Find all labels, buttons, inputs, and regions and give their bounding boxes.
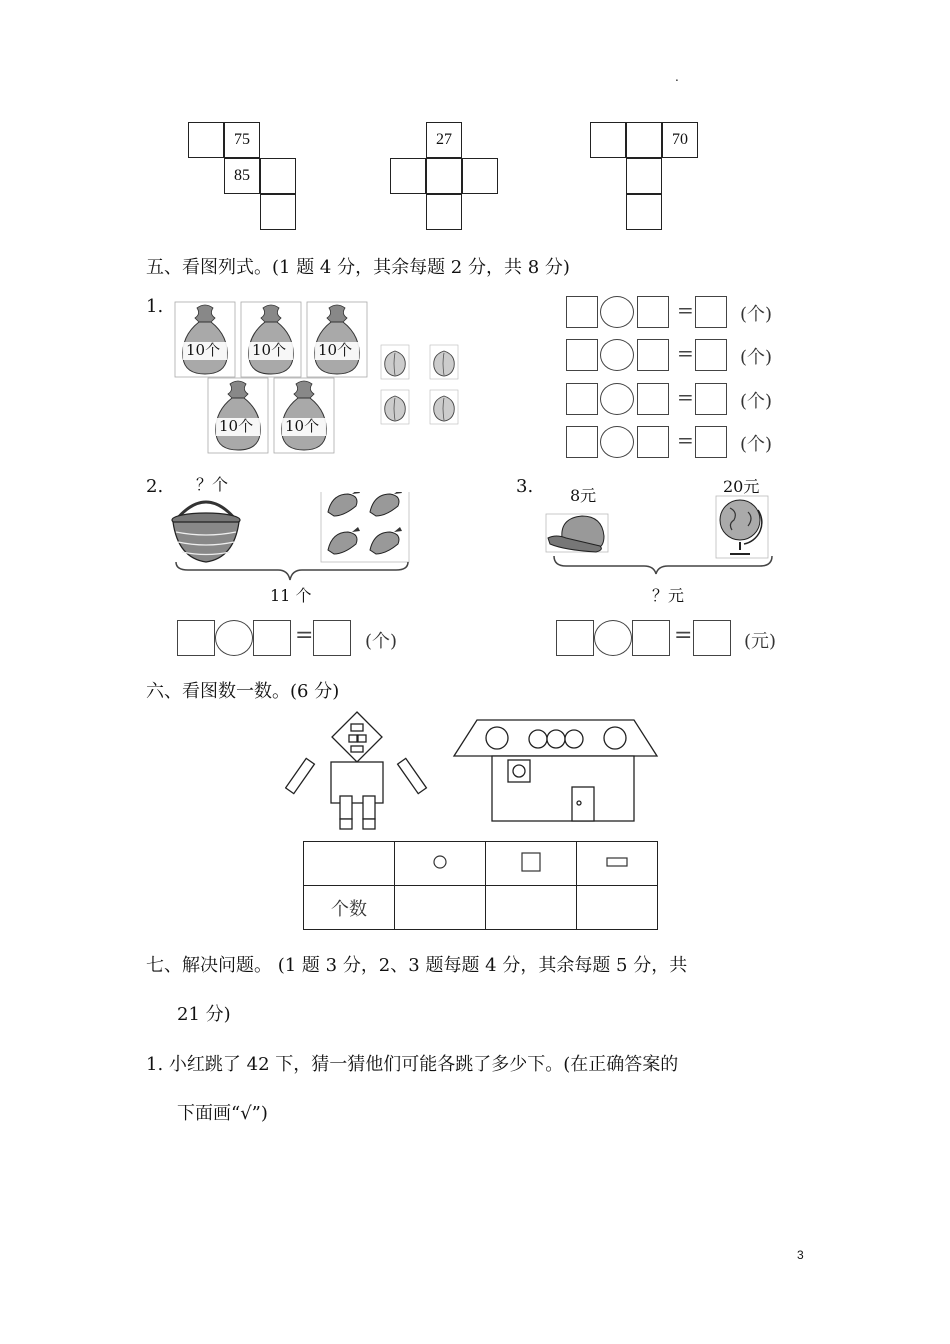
unit-label: (个)	[740, 434, 773, 455]
cap-globe-illustration	[544, 494, 776, 576]
question-number: 3.	[516, 476, 534, 497]
equals-sign: =	[674, 623, 693, 648]
bag-label: 10个	[318, 341, 353, 359]
net-cell	[626, 122, 662, 158]
equals-sign: =	[677, 428, 694, 452]
square-shape-icon	[520, 851, 542, 873]
net-cell-value: 70	[662, 122, 698, 158]
answer-box[interactable]	[566, 426, 598, 458]
peach-icon	[430, 345, 458, 379]
answer-box[interactable]	[695, 383, 727, 415]
answer-box[interactable]	[556, 620, 594, 656]
answer-box[interactable]	[695, 426, 727, 458]
answer-box[interactable]	[637, 296, 669, 328]
problem-1-text-cont: 下面画“√”)	[177, 1103, 268, 1124]
net-cell	[426, 158, 462, 194]
unit-label: (个)	[365, 631, 398, 652]
answer-box[interactable]	[637, 339, 669, 371]
brace	[554, 556, 772, 574]
globe-icon	[716, 496, 768, 558]
equals-sign: =	[677, 385, 694, 409]
question-number: 1.	[146, 296, 164, 317]
answer-box[interactable]	[693, 620, 731, 656]
net-cell	[590, 122, 626, 158]
peach-icon	[381, 390, 409, 424]
answer-box[interactable]	[566, 339, 598, 371]
section-7-title-cont: 21 分)	[177, 1004, 231, 1025]
bag-label: 10个	[285, 417, 320, 435]
globe-price-label: 20元	[723, 477, 760, 496]
answer-box[interactable]	[566, 296, 598, 328]
answer-box[interactable]	[253, 620, 291, 656]
equals-sign: =	[295, 623, 314, 648]
basket-question-label: ？个	[196, 475, 229, 494]
net-cell	[390, 158, 426, 194]
answer-box[interactable]	[632, 620, 670, 656]
answer-box[interactable]	[637, 383, 669, 415]
operator-circle[interactable]	[600, 339, 634, 371]
equals-sign: =	[677, 341, 694, 365]
count-answer-cell[interactable]	[395, 886, 486, 930]
total-label: ？元	[652, 586, 685, 605]
square-header	[486, 842, 577, 886]
net-cell-value: 85	[224, 158, 260, 194]
shapes-figure	[285, 710, 665, 835]
rectangle-shape-icon	[605, 855, 629, 869]
answer-box[interactable]	[177, 620, 215, 656]
bag-label: 10个	[186, 341, 221, 359]
net-cell	[626, 158, 662, 194]
net-cell	[260, 158, 296, 194]
operator-circle[interactable]	[600, 296, 634, 328]
answer-box[interactable]	[566, 383, 598, 415]
unit-label: (个)	[740, 304, 773, 325]
section-5-title: 五、看图列式。(1 题 4 分，其余每题 2 分，共 8 分)	[146, 257, 570, 278]
net-cell	[626, 194, 662, 230]
page-number: 3	[797, 1248, 804, 1262]
cap-price-label: 8元	[570, 486, 597, 505]
header-mark: .	[675, 70, 679, 84]
unit-label: (个)	[740, 391, 773, 412]
equals-sign: =	[677, 298, 694, 322]
net-cell	[462, 158, 498, 194]
unit-label: (个)	[740, 347, 773, 368]
answer-box[interactable]	[637, 426, 669, 458]
rectangle-header	[577, 842, 658, 886]
bag-label: 10个	[252, 341, 287, 359]
bag-label: 10个	[219, 417, 254, 435]
robot-figure	[286, 712, 427, 829]
peach-icon	[381, 345, 409, 379]
section-7-title: 七、解决问题。 (1 题 3 分，2、3 题每题 4 分，其余每题 5 分，共	[146, 955, 688, 976]
net-cell-value: 27	[426, 122, 462, 158]
question-number: 2.	[146, 476, 164, 497]
bags-illustration	[170, 298, 470, 458]
net-cell-value: 75	[224, 122, 260, 158]
circle-shape-icon	[432, 854, 448, 870]
answer-box[interactable]	[695, 296, 727, 328]
peach-icon	[430, 390, 458, 424]
operator-circle[interactable]	[600, 426, 634, 458]
operator-circle[interactable]	[600, 383, 634, 415]
basket-icon	[172, 502, 240, 562]
total-label: 11 个	[270, 586, 312, 605]
section-6-title: 六、看图数一数。(6 分)	[146, 681, 340, 702]
count-answer-cell[interactable]	[486, 886, 577, 930]
table-corner-cell	[304, 842, 395, 886]
net-cell	[426, 194, 462, 230]
cap-icon	[546, 514, 608, 552]
answer-box[interactable]	[313, 620, 351, 656]
net-cell	[260, 194, 296, 230]
circle-header	[395, 842, 486, 886]
operator-circle[interactable]	[215, 620, 253, 656]
unit-label: (元)	[744, 631, 777, 652]
problem-1-text: 1. 小红跳了 42 下，猜一猜他们可能各跳了多少下。(在正确答案的	[146, 1054, 679, 1075]
operator-circle[interactable]	[594, 620, 632, 656]
count-table	[303, 841, 658, 930]
answer-box[interactable]	[695, 339, 727, 371]
count-answer-cell[interactable]	[577, 886, 658, 930]
house-figure	[454, 720, 657, 821]
count-row-label: 个数	[304, 886, 395, 930]
net-cell	[188, 122, 224, 158]
brace	[176, 562, 408, 580]
